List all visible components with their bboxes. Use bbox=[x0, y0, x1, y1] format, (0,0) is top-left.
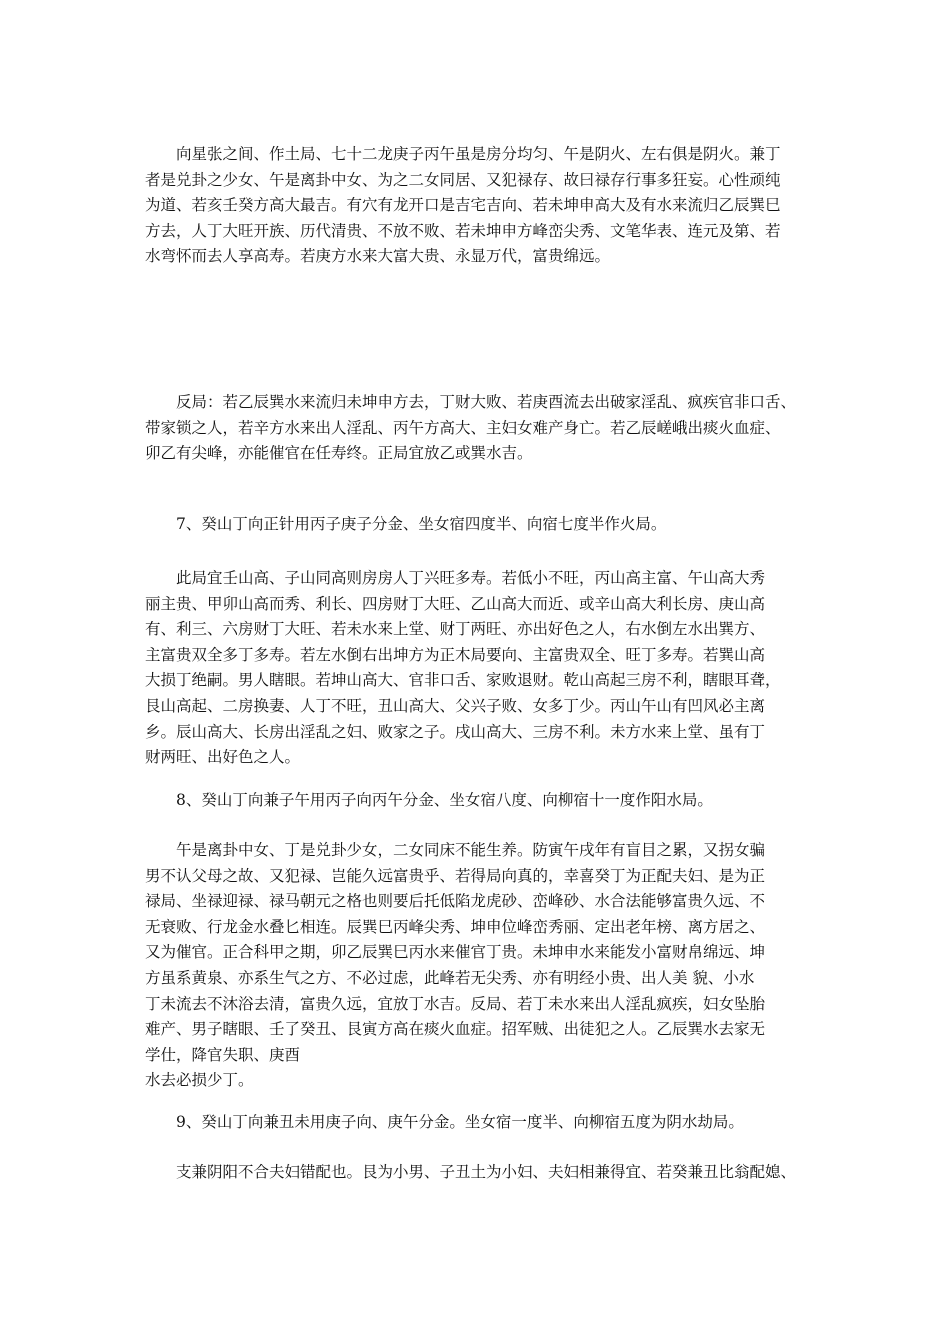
text-line: 艮山高起、二房换妻、人丁不旺，丑山高大、父兴子败、女多丁少。丙山午山有凹风必主离 bbox=[145, 696, 766, 715]
text-line: 反局：若乙辰巽水来流归未坤申方去，丁财大败、若庚酉流去出破家淫乱、疯疾官非口舌、 bbox=[176, 393, 797, 411]
text-line: 卯乙有尖峰，亦能催官在任寿终。正局宜放乙或巽水吉。 bbox=[145, 444, 533, 463]
heading-line: 7、癸山丁向正针用丙子庚子分金、坐女宿四度半、向宿七度半作火局。 bbox=[176, 515, 667, 533]
paragraph-xiang-xing bbox=[145, 142, 815, 270]
paragraph-fan-ju bbox=[145, 390, 815, 467]
text-line: 带家锁之人，若辛方水来出人淫乱、丙午方高大、主妇女难产身亡。若乙辰嵯峨出痰火血症、 bbox=[145, 418, 781, 437]
text-line: 学仕，降官失职、庚酉 bbox=[145, 1045, 301, 1064]
text-line: 方去，人丁大旺开族、历代清贵、不放不败、若未坤申方峰峦尖秀、文笔华表、连元及第、若 bbox=[145, 221, 781, 240]
text-line: 午是离卦中女、丁是兑卦少女，二女同床不能生养。防寅午戌年有盲目之累，又拐女骗 bbox=[176, 841, 766, 859]
text-line: 男不认父母之故、又犯禄、岂能久远富贵乎、若得局向真的，幸喜癸丁为正配夫妇、是为正 bbox=[145, 866, 766, 885]
text-line: 难产、男子瞎眼、壬了癸丑、艮寅方高在痰火血症。招军贼、出徒犯之人。乙辰巽水去家无 bbox=[145, 1020, 766, 1039]
text-line: 有、利三、六房财丁大旺、若未水来上堂、财丁两旺、亦出好色之人，右水倒左水出巽方、 bbox=[145, 620, 766, 639]
text-line: 丽主贵、甲卯山高而秀、利长、四房财丁大旺、乙山高大而近、或辛山高大利长房、庚山高 bbox=[145, 594, 766, 613]
paragraph-section-8 bbox=[145, 838, 815, 1094]
text-line: 又为催官。正合科甲之期，卯乙辰巽巳丙水来催官丁贵。未坤申水来能发小富财帛绵远、坤 bbox=[145, 943, 766, 962]
text-line: 大损丁绝嗣。男人瞎眼。若坤山高大、官非口舌、家败退财。乾山高起三房不利，瞎眼耳聋， bbox=[145, 671, 781, 690]
paragraph-section-7 bbox=[145, 566, 815, 771]
text-line: 水弯怀而去人享高寿。若庚方水来大富大贵、永显万代，富贵绵远。 bbox=[145, 247, 611, 266]
text-line: 方虽系黄泉、亦系生气之方、不必过虑，此峰若无尖秀、亦有明经小贵、出人美 貌、小水 bbox=[145, 968, 755, 987]
section-heading-9 bbox=[145, 1110, 815, 1136]
text-line: 丁未流去不沐浴去清，富贵久远，宜放丁水吉。反局、若丁未水来出人淫乱疯疾，妇女坠胎 bbox=[145, 994, 766, 1013]
text-line: 为道、若亥壬癸方高大最吉。有穴有龙开口是吉宅吉向、若未坤申高大及有水来流归乙辰巽巳 bbox=[145, 196, 781, 215]
paragraph-section-9 bbox=[145, 1160, 815, 1186]
text-line: 者是兑卦之少女、午是离卦中女、为之二女同居、又犯禄存、故曰禄存行事多狂妄。心性顽纯 bbox=[145, 170, 781, 189]
text-line: 财两旺、出好色之人。 bbox=[145, 748, 301, 767]
text-line: 此局宜壬山高、子山同高则房房人丁兴旺多寿。若低小不旺，丙山高主富、午山高大秀 bbox=[176, 569, 766, 587]
heading-line: 8、癸山丁向兼子午用丙子向丙午分金、坐女宿八度、向柳宿十一度作阳水局。 bbox=[176, 791, 713, 809]
section-heading-8 bbox=[145, 788, 815, 814]
text-line: 支兼阴阳不合夫妇错配也。艮为小男、子丑土为小妇、夫妇相兼得宜、若癸兼丑比翁配媳、 bbox=[176, 1163, 797, 1181]
text-line: 向星张之间、作土局、七十二龙庚子丙午虽是房分均匀、午是阴火、左右俱是阴火。兼丁 bbox=[176, 145, 781, 163]
text-line: 水去必损少丁。 bbox=[145, 1071, 254, 1090]
section-heading-7 bbox=[145, 512, 815, 538]
text-line: 主富贵双全多丁多寿。若左水倒右出坤方为正木局要向、主富贵双全、旺丁多寿。若巽山高 bbox=[145, 645, 766, 664]
heading-line: 9、癸山丁向兼丑未用庚子向、庚午分金。坐女宿一度半、向柳宿五度为阴水劫局。 bbox=[176, 1113, 744, 1131]
text-line: 无衰败、行龙金水叠匕相连。辰巽巳丙峰尖秀、坤申位峰峦秀丽、定出老年榜、离方居之、 bbox=[145, 917, 766, 936]
text-line: 乡。辰山高大、长房出淫乱之妇、败家之子。戌山高大、三房不利。未方水来上堂、虽有丁 bbox=[145, 722, 766, 741]
text-line: 禄局、坐禄迎禄、禄马朝元之格也则要后托低陷龙虎砂、峦峰砂、水合法能够富贵久远、不 bbox=[145, 892, 766, 911]
